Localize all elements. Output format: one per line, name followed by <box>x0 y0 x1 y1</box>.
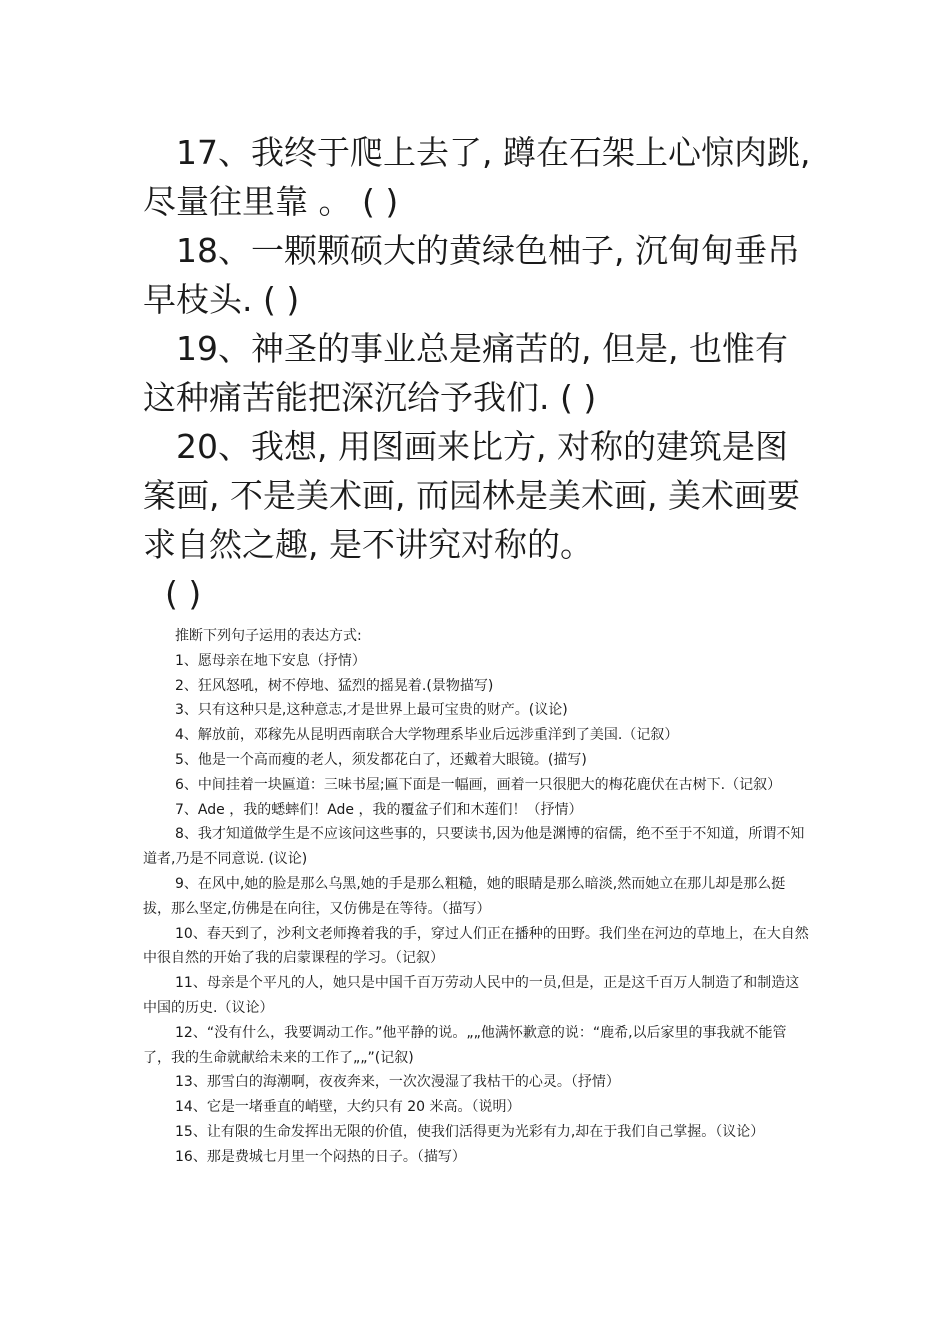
list-item: 12、“没有什么，我要调动工作。”他平静的说。„„他满怀歉意的说：“鹿希,以后家里的事我就不能管了，我的生命就献给未来的工作了„„”(记叙) <box>143 1024 787 1066</box>
list-item: 14、它是一堵垂直的峭壁，大约只有 20 米高。（说明） <box>175 1099 521 1116</box>
large-item-20: 20、我想, 用图画来比方, 对称的建筑是图案画, 不是美术画, 而园林是美术画, 美术画要求自然之趣, 是不讲究对称的。 <box>143 427 800 564</box>
list-item: 16、那是费城七月里一个闷热的日子。（描写） <box>175 1148 466 1165</box>
section-heading: 推断下列句子运用的表达方式: <box>175 628 362 644</box>
list-item: 3、只有这种只是,这种意志,才是世界上最可宝贵的财产。(议论) <box>175 702 568 719</box>
large-item-17: 17、我终于爬上去了, 蹲在石架上心惊肉跳, 尽量往里靠 。 ( ) <box>143 133 811 221</box>
list-item: 8、我才知道做学生是不应该问这些事的，只要读书,因为他是渊博的宿儒，绝不至于不知道，所谓不知道者,乃是不同意说. (议论) <box>143 826 805 868</box>
large-item-20-answer-blank: ( ) <box>165 574 202 613</box>
list-item: 10、春天到了，沙利文老师搀着我的手，穿过人们正在播种的田野。我们坐在河边的草地上，在大自然中很自然的开始了我的启蒙课程的学习。（记叙） <box>143 925 809 967</box>
list-item: 5、他是一个高而瘦的老人，须发都花白了，还戴着大眼镜。(描写) <box>175 751 587 768</box>
list-item: 2、狂风怒吼，树不停地、猛烈的摇晃着.(景物描写) <box>175 677 494 694</box>
small-text-block <box>143 624 809 1170</box>
list-item: 9、在风中,她的脸是那么乌黑,她的手是那么粗糙，她的眼睛是那么暗淡,然而她立在那儿却是那么挺拔，那么坚定,仿佛是在向往，又仿佛是在等待。（描写） <box>143 875 786 917</box>
large-item-18: 18、一颗颗硕大的黄绿色柚子, 沉甸甸垂吊早枝头. ( ) <box>143 231 800 319</box>
list-item: 7、Ade ，我的蟋蟀们！Ade ，我的覆盆子们和木莲们！（抒情） <box>175 801 583 818</box>
list-item: 11、母亲是个平凡的人，她只是中国千百万劳动人民中的一员,但是，正是这千百万人制造了和制造这中国的历史.（议论） <box>143 975 800 1016</box>
list-item: 6、中间挂着一块匾道：三味书屋;匾下面是一幅画，画着一只很肥大的梅花鹿伏在古树下.（记叙） <box>175 776 782 793</box>
list-item: 4、解放前，邓稼先从昆明西南联合大学物理系毕业后远涉重洋到了美国.（记叙） <box>175 727 679 744</box>
large-text-block <box>143 128 811 618</box>
list-item: 15、让有限的生命发挥出无限的价值，使我们活得更为光彩有力,却在于我们自己掌握。（议论） <box>175 1123 765 1140</box>
list-item: 13、那雪白的海潮啊，夜夜奔来，一次次漫湿了我枯干的心灵。（抒情） <box>175 1074 620 1091</box>
large-item-19: 19、神圣的事业总是痛苦的, 但是, 也惟有这种痛苦能把深沉给予我们. ( ) <box>143 329 788 417</box>
list-item: 1、愿母亲在地下安息（抒情） <box>175 652 366 669</box>
